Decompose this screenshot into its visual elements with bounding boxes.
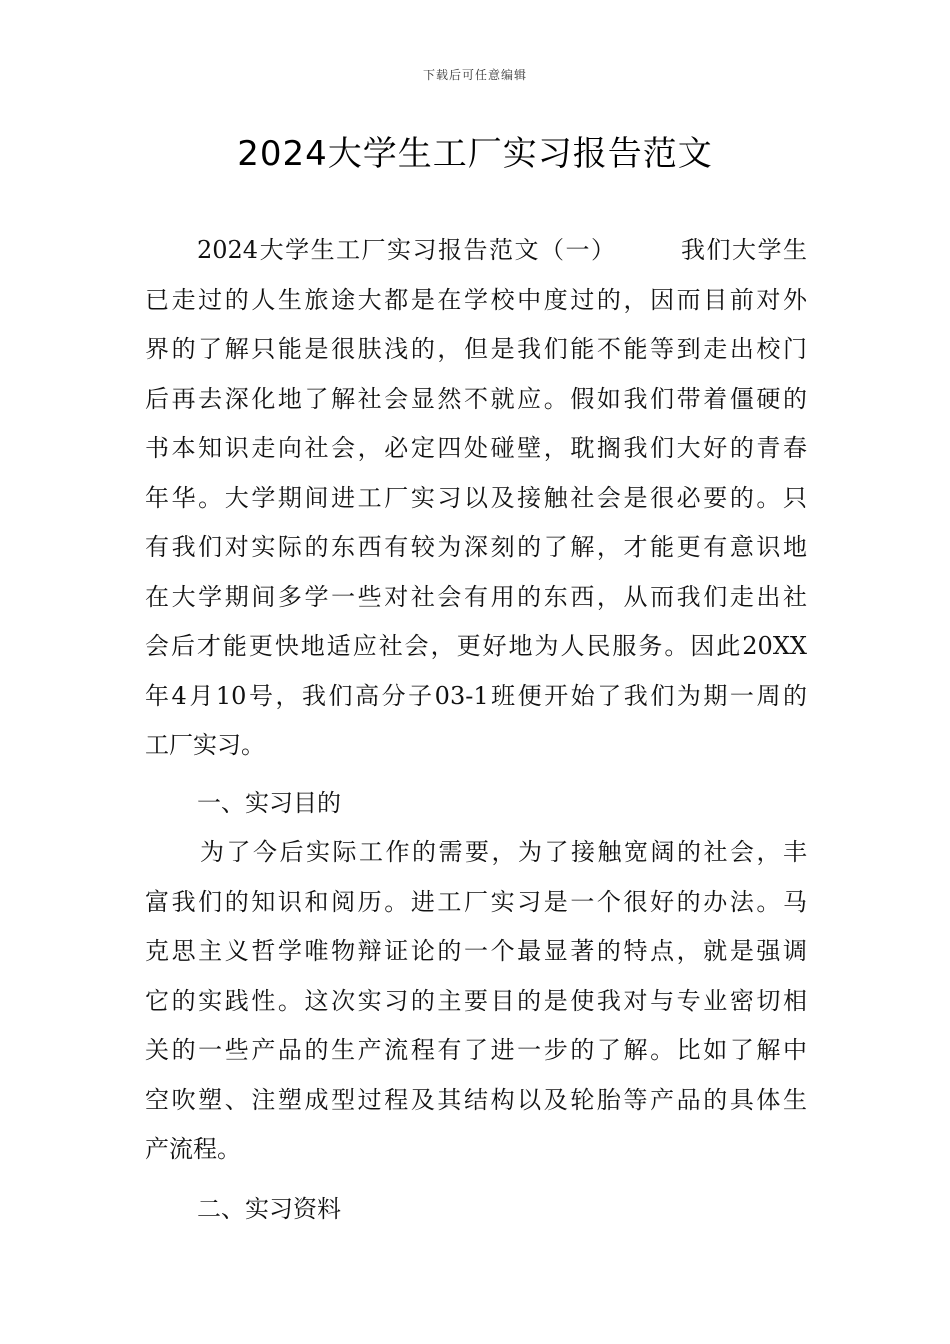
section-heading-content: 二、实习资料 — [197, 1194, 341, 1223]
paragraph-line: 有我们对实际的东西有较为深刻的了解，才能更有意识地 — [145, 533, 807, 561]
paragraph-intro — [145, 226, 807, 771]
paragraph-line: 它的实践性。这次实习的主要目的是使我对与专业密切相 — [145, 986, 807, 1015]
paragraph-line: 克思主义哲学唯物辩证论的一个最显著的特点，就是强调 — [145, 937, 807, 965]
paragraph-line: 工厂实习。 — [145, 731, 265, 759]
paragraph-line: 产流程。 — [145, 1135, 241, 1163]
paragraph-line: 后再去深化地了解社会显然不就应。假如我们带着僵硬的 — [145, 384, 807, 413]
paragraph-line: 为了今后实际工作的需要，为了接触宽阔的社会，丰 — [200, 838, 807, 866]
paragraph-line: 在大学期间多学一些对社会有用的东西，从而我们走出社 — [145, 582, 807, 611]
paragraph-line: 界的了解只能是很肤浅的，但是我们能不能等到走出校门 — [145, 335, 807, 363]
paragraph-line: 书本知识走向社会，必定四处碰壁，耽搁我们大好的青春 — [145, 434, 807, 462]
document-body — [145, 226, 807, 1234]
paragraph-line: 年4月10号，我们高分子03-1班便开始了我们为期一周的 — [145, 681, 807, 710]
page-header-note: 下载后可任意编辑 — [422, 68, 527, 82]
paragraph-line: 年华。大学期间进工厂实习以及接触社会是很必要的。只 — [145, 483, 807, 512]
paragraph-line: 已走过的人生旅途大都是在学校中度过的，因而目前对外 — [145, 285, 807, 314]
section-heading-purpose: 一、实习目的 — [197, 788, 341, 817]
paragraph-purpose — [145, 828, 807, 1175]
paragraph-line: 空吹塑、注塑成型过程及其结构以及轮胎等产品的具体生 — [145, 1085, 807, 1114]
paragraph-line: 2024大学生工厂实习报告范文（一） 我们大学生 — [197, 236, 807, 264]
document-title: 2024大学生工厂实习报告范文 — [237, 134, 713, 174]
paragraph-line: 会后才能更快地适应社会，更好地为人民服务。因此20XX — [145, 632, 807, 660]
paragraph-line: 关的一些产品的生产流程有了进一步的了解。比如了解中 — [145, 1036, 807, 1064]
paragraph-line: 富我们的知识和阅历。进工厂实习是一个很好的办法。马 — [145, 887, 807, 916]
